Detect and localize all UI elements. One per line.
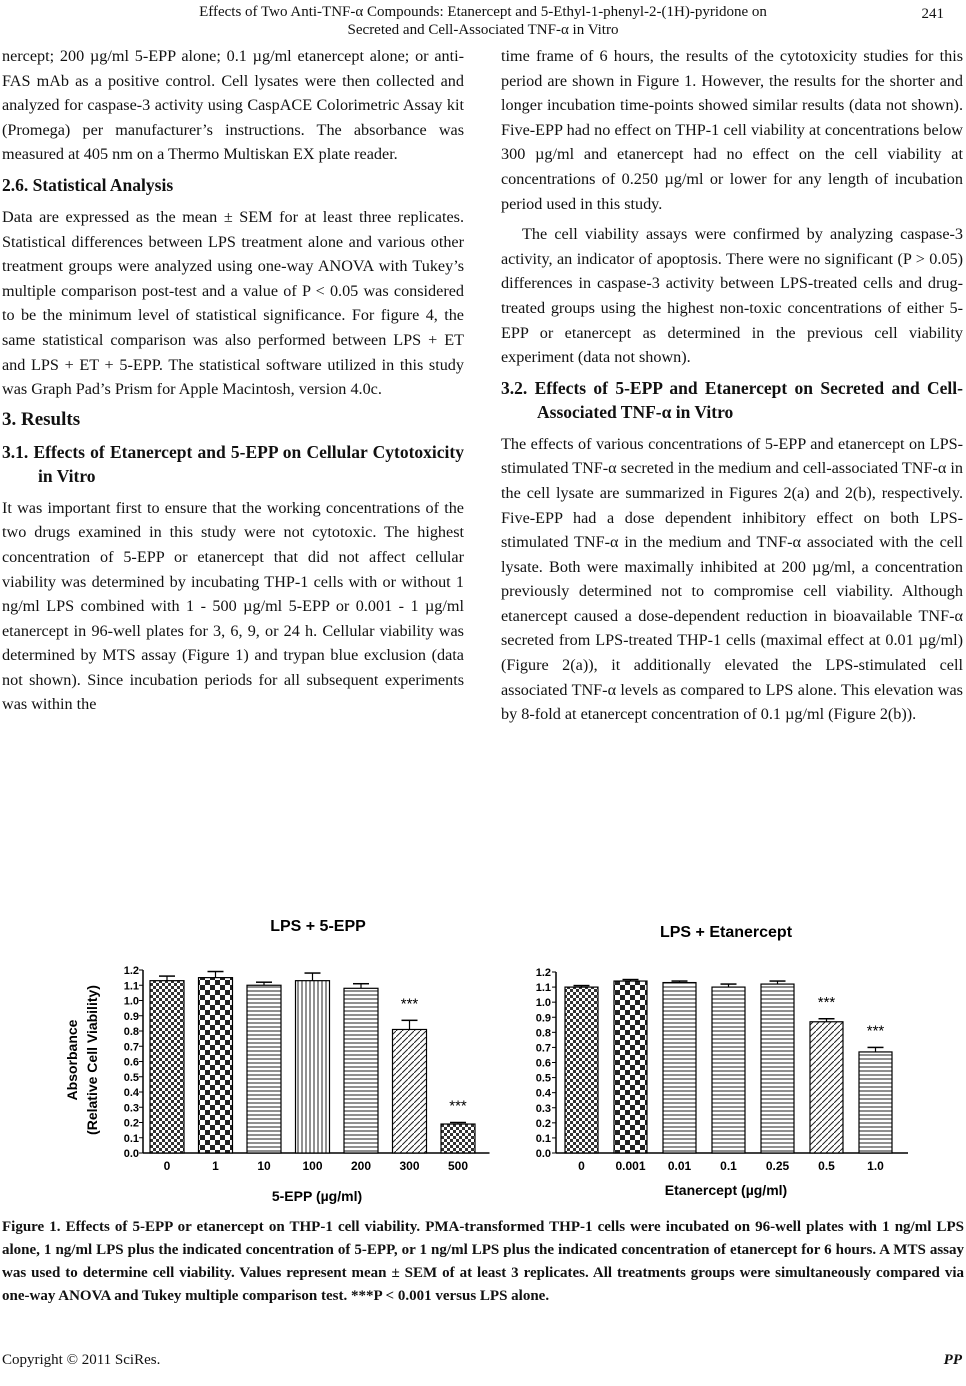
bar (150, 981, 184, 1153)
paragraph: The effects of various concentrations of 5-EPP and etanercept on LPS-stimulated TNF-α secreted in the medium and cell-associated TNF-α in the cell lysate are summarized in Figures 2(a) and 2(b), respectively. Five-EPP had a dose dependent inhibitory effect on both LPS-stimulated TNF-α in the medium and TNF-α associated with the cell lysate. Both were maximally inhibited at 200 µg/ml, a concentration previously determined not to compromise cell viability. Although etanercept caused a dose-dependent reduction in bioavailable TNF-α secreted from LPS-treated THP-1 cells (maximal effect at 0.01 µg/ml) (Figure 2(a)), it additionally elevated the LPS-stimulated cell associated TNF-α levels as compared to LPS alone. This elevation was by 8-fold at etanercept concentration of 0.1 µg/ml (Figure 2(b)). (501, 434, 963, 724)
paragraph: Data are expressed as the mean ± SEM for at least three replicates. Statistical differences between LPS treatment alone and various other treatment groups were analyzed using one-way ANOVA with Tukey’s multiple comparison post-test and a value of P < 0.05 was considered to be the minimum level of statistical significance. For figure 4, the same statistical comparison was also performed between LPS + ET and LPS + ET + 5-EPP. The statistical software utilized in this study was Graph Pad’s Prism for Apple Macintosh, version 4.0c. (2, 207, 464, 399)
paragraph: It was important first to ensure that the working concentrations of the two drugs examined in this study were not cytotoxic. The highest concentration of 5-EPP or etanercept that did not affect cellular viability was determined by incubating THP-1 cells with or without 1 ng/ml LPS combined with 1 - 500 µg/ml 5-EPP or 0.001 - 1 µg/ml etanercept in 96-well plates for 3, 6, 9, or 24 h. Cellular viability was determined by MTS assay (Figure 1) and trypan blue exclusion (data not shown). Since incubation periods for all subsequent experiments was within the (2, 498, 464, 714)
bar (859, 1052, 892, 1153)
x-tick-label: 0 (578, 1159, 585, 1173)
y-tick-label: 1.0 (535, 997, 551, 1010)
y-tick-label: 0.4 (123, 1087, 139, 1099)
chart-right-plot (536, 967, 908, 1173)
y-tick-label: 0.8 (123, 1026, 139, 1038)
bar (761, 984, 794, 1153)
y-tick-label: 1.1 (535, 982, 551, 995)
y-tick-label: 0.0 (535, 1148, 551, 1160)
bar (199, 978, 233, 1153)
y-tick-label: 0.7 (535, 1042, 551, 1055)
y-tick-label: 1.1 (123, 980, 139, 993)
bar (247, 985, 281, 1153)
x-tick-label: 0.1 (720, 1159, 737, 1173)
bar (344, 988, 378, 1153)
y-tick-label: 0.8 (535, 1027, 551, 1040)
y-tick-label: 0.7 (123, 1041, 139, 1054)
x-tick-label: 0.01 (667, 1159, 692, 1173)
paragraph: time frame of 6 hours, the results of the cytotoxicity studies for this period are shown in Figure 1. However, the results for the shorter and longer incubation time-points showed similar results (data not shown). Five-EPP had no effect on THP-1 cell viability at concentrations below 300 µg/ml and etanercept had no effect on the cell viability at concentrations of 0.250 µg/ml or lower for any length of incubation period used in this study. (501, 47, 963, 213)
x-tick-label: 10 (257, 1159, 271, 1173)
bar (441, 1124, 475, 1153)
page-footer (2, 1352, 964, 1369)
running-title-line2: Secreted and Cell-Associated TNF-α in Vitro (347, 22, 619, 38)
y-tick-label: 0.6 (535, 1057, 551, 1070)
figure-1 (0, 905, 966, 1205)
x-tick-label: 0 (163, 1159, 171, 1173)
bar (296, 981, 330, 1153)
bar (565, 987, 598, 1153)
chart-title: LPS + Etanercept (659, 924, 793, 941)
significance-label: *** (400, 995, 419, 1013)
page-number: 241 (921, 6, 944, 22)
right-column (501, 44, 963, 733)
figure-caption: Figure 1. Effects of 5-EPP or etanercept on THP-1 cell viability. PMA-transformed THP-1 cells were incubated on 96-well plates with 1 ng/ml LPS alone, 1 ng/ml LPS plus the indicated concentration of 5-EPP, or 1 ng/ml LPS plus the indicated concentration of etanercept for 6 hours. A MTS assay was used to determine cell viability. Values represent mean ± SEM of at least 3 replicates. All treatments groups were simultaneously compared via one-way ANOVA and Tukey multiple comparison test. ***P < 0.001 versus LPS alone. (2, 1219, 964, 1304)
section-heading: 3.1. Effects of Etanercept and 5-EPP on Cellular Cytotoxicity in Vitro (2, 441, 464, 486)
running-title-line1: Effects of Two Anti-TNF-α Compounds: Etanercept and 5-Ethyl-1-phenyl-2-(1H)-pyridone on (199, 4, 767, 20)
y-tick-label: 1.2 (535, 967, 551, 979)
y-tick-label: 0.5 (535, 1072, 551, 1085)
y-tick-label: 0.1 (535, 1132, 551, 1145)
bar (614, 981, 647, 1153)
x-tick-label: 1 (212, 1159, 219, 1173)
bar (393, 1029, 427, 1153)
bar (810, 1022, 843, 1153)
section-heading: 3. Results (2, 408, 81, 430)
x-tick-label: 500 (447, 1159, 469, 1173)
y-axis-label: Absorbance (64, 1019, 80, 1101)
x-tick-label: 300 (399, 1159, 420, 1173)
paragraph: The cell viability assays were confirmed by analyzing caspase-3 activity, an indicator of apoptosis. There were no significant (P > 0.05) differences in caspase-3 activity between LPS-treated cells and drug-treated groups using the highest non-toxic concentrations of either 5-EPP or etanercept as determined in the previous cell viability experiment (data not shown). (501, 225, 963, 367)
y-tick-label: 0.2 (535, 1117, 551, 1130)
chart-title: LPS + 5-EPP (270, 918, 366, 935)
y-tick-label: 0.9 (535, 1012, 551, 1025)
y-tick-label: 0.6 (123, 1056, 139, 1069)
x-axis-label: Etanercept (µg/ml) (664, 1182, 788, 1198)
y-tick-label: 0.3 (535, 1102, 551, 1115)
significance-label: *** (449, 1097, 467, 1115)
x-tick-label: 0.5 (818, 1159, 835, 1173)
y-tick-label: 0.5 (123, 1071, 139, 1084)
x-tick-label: 1.0 (867, 1159, 884, 1173)
bar (712, 987, 745, 1153)
left-column (2, 44, 464, 723)
y-tick-label: 1.2 (123, 965, 139, 977)
journal-abbrev: PP (943, 1352, 962, 1368)
copyright: Copyright © 2011 SciRes. (2, 1352, 161, 1368)
y-tick-label: 0.9 (123, 1010, 139, 1023)
page-header (0, 0, 966, 40)
chart-left-plot (124, 965, 490, 1173)
section-heading: 3.2. Effects of 5-EPP and Etanercept on Secreted and Cell-Associated TNF-α in Vitro (501, 377, 963, 422)
y-axis-label: (Relative Cell Viability) (84, 985, 100, 1135)
x-tick-label: 0.001 (615, 1159, 646, 1173)
y-tick-label: 0.3 (123, 1102, 139, 1115)
section-heading: 2.6. Statistical Analysis (2, 174, 174, 195)
y-tick-label: 0.1 (123, 1132, 139, 1145)
x-tick-label: 100 (302, 1159, 323, 1173)
x-tick-label: 200 (350, 1159, 372, 1173)
x-tick-label: 0.25 (765, 1159, 790, 1173)
y-tick-label: 0.2 (123, 1117, 139, 1130)
significance-label: *** (866, 1022, 885, 1040)
bar (663, 983, 696, 1153)
x-axis-label: 5-EPP (µg/ml) (271, 1188, 363, 1204)
paragraph: nercept; 200 µg/ml 5-EPP alone; 0.1 µg/ml etanercept alone; or anti-FAS mAb as a positive control. Cell lysates were then collected and analyzed for caspase-3 activity using CaspACE Colorimetric Assay kit (Promega) per manufacturer’s instructions. The absorbance was measured at 405 nm on a Thermo Multiskan EX plate reader. (2, 47, 464, 164)
y-tick-label: 1.0 (123, 995, 139, 1008)
significance-label: *** (817, 993, 836, 1011)
y-tick-label: 0.4 (535, 1087, 551, 1100)
y-tick-label: 0.0 (123, 1148, 139, 1160)
